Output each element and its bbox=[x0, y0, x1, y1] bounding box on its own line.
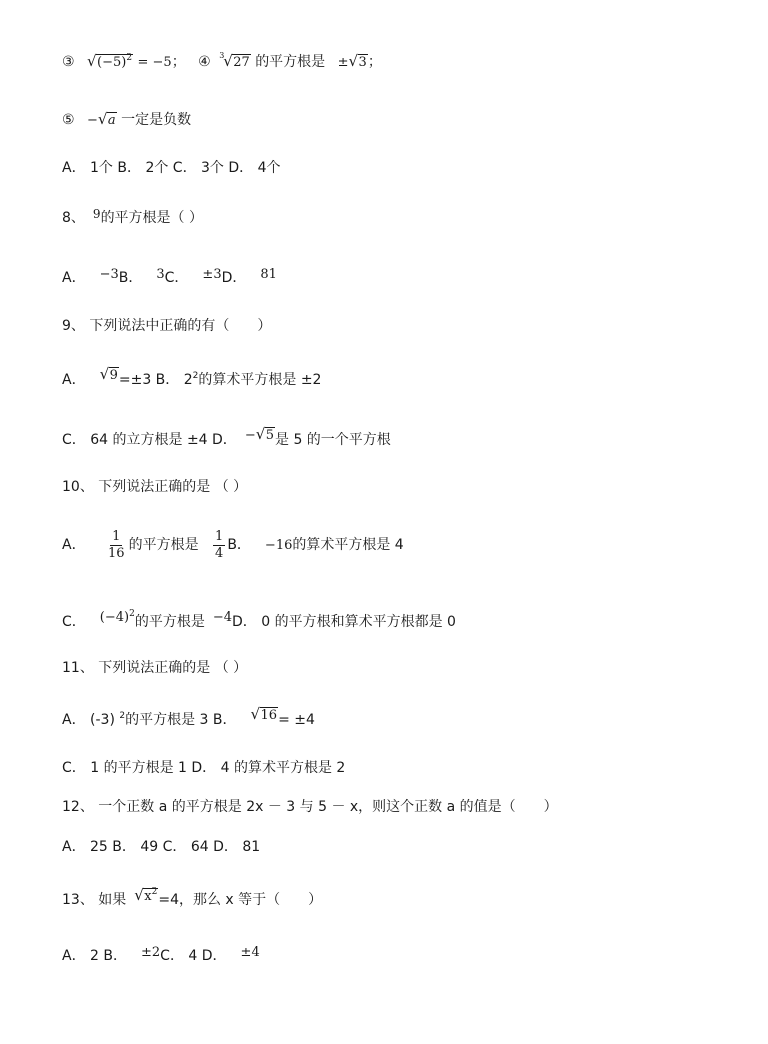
q11-options-cd: C． 1 的平方根是 1 D． 4 的算术平方根是 2 bbox=[62, 760, 346, 776]
q8-stem: 8、 9的平方根是（ ） bbox=[62, 207, 204, 226]
circled-3: ③ bbox=[62, 54, 75, 70]
q13-stem: 13、 如果 √ $x^2=4$，那么 x 等于（ ） bbox=[62, 886, 323, 908]
q9-options-cd: C． 64 的立方根是 ±4 D． − √ 5是 5 的一个平方根 bbox=[62, 425, 391, 448]
q9-options-ab: A． √ 9=±3 B． $2^2$的算术平方根是 ±2 bbox=[62, 365, 322, 388]
q10-options-ab: A． $\frac{1}{16}$ 的平方根是 $\frac{1}{4}$ B． −16的算术平方根是 4 bbox=[62, 528, 404, 561]
item-3-4-line: ③ √ $(-5)^2 = -5$； ④ 3 √ 27 的平方根是 ± √ 3； bbox=[62, 52, 382, 74]
q10-options-cd: C． $(-4)^2$的平方根是 −4D． 0 的平方根和算术平方根都是 0 bbox=[62, 609, 456, 630]
q12-stem: 12、 一个正数 a 的平方根是 2x － 3 与 5 － x，则这个正数 a 的值是（ ） bbox=[62, 799, 558, 815]
q12-options: A． 25 B． 49 C． 64 D． 81 bbox=[62, 839, 261, 855]
q11-stem: 11、 下列说法正确的是 （ ） bbox=[62, 660, 248, 676]
q11-options-ab: A． (-3) $^2$的平方根是 3 B． √ 16= ±4 bbox=[62, 705, 315, 728]
q9-stem: 9、 下列说法中正确的有（ ） bbox=[62, 318, 272, 334]
q10-stem: 10、 下列说法正确的是 （ ） bbox=[62, 479, 248, 495]
circled-4: ④ bbox=[198, 54, 211, 70]
item-5-line: ⑤ − √ a 一定是负数 bbox=[62, 110, 192, 128]
sqrt-expression: √ $(-5)^2$ bbox=[87, 52, 133, 70]
q13-options: A． 2 B． ±2C． 4 D． ±4 bbox=[62, 945, 260, 964]
cube-root-expression: 3 √ 27 bbox=[219, 51, 250, 70]
fraction-1-4: $\frac{1}{4}$ bbox=[215, 528, 224, 561]
q8-options: A． −3B． 3C． ±3D． 81 bbox=[62, 267, 277, 286]
fraction-1-16: $\frac{1}{16}$ bbox=[108, 528, 125, 561]
q7-options: A． 1个 B． 2个 C． 3个 D． 4个 bbox=[62, 160, 281, 176]
